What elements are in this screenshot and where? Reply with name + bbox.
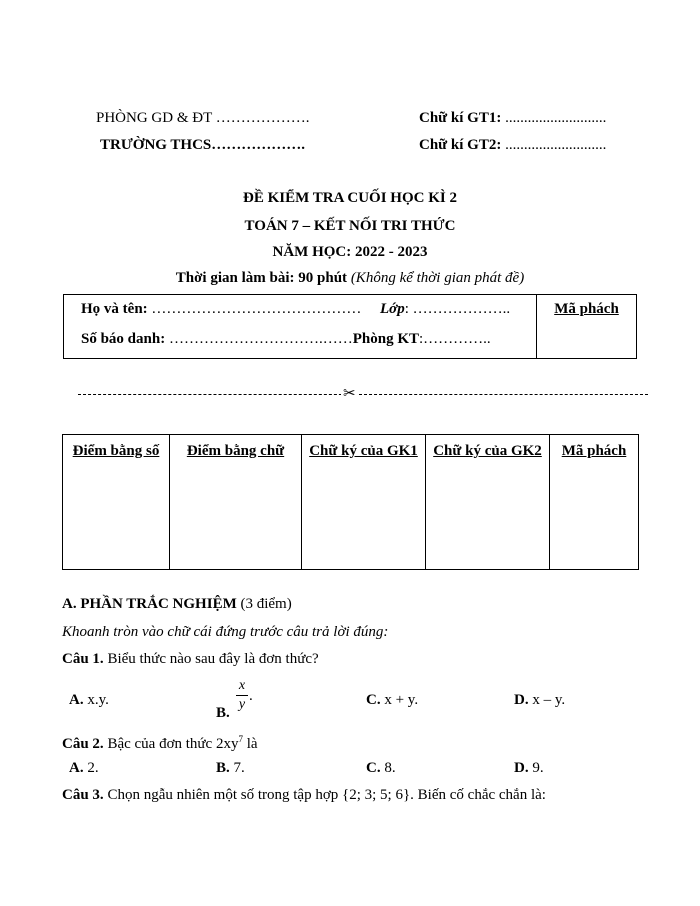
- q1-option-d[interactable]: [514, 692, 565, 709]
- id-row: [81, 331, 491, 348]
- section-a-heading: [62, 596, 292, 613]
- score-table: [62, 434, 639, 570]
- scissors-icon: ✂: [343, 386, 356, 402]
- cut-line: [78, 394, 648, 395]
- question-1: [62, 651, 319, 668]
- q1-option-a-text: x.y.: [83, 692, 109, 708]
- question-2-text: Bậc của đơn thức 2xy: [103, 736, 239, 752]
- q2-option-a-letter: A.: [69, 760, 84, 776]
- q1-option-c-letter: C.: [366, 692, 381, 708]
- name-dots: ……………………………………: [147, 301, 362, 317]
- class-row: [380, 301, 510, 318]
- question-2: [62, 734, 258, 753]
- q2-option-a-text: 2.: [83, 760, 99, 776]
- q2-option-d-letter: D.: [514, 760, 529, 776]
- time-label: Thời gian làm bài: 90 phút: [175, 270, 348, 286]
- signature-gt1: [419, 110, 606, 127]
- question-2-label: Câu 2.: [62, 736, 104, 752]
- q1-option-b-period: .: [249, 688, 253, 704]
- section-a-instruction: Khoanh tròn vào chữ cái đứng trước câu trả lời đúng:: [62, 624, 389, 640]
- q2-option-b-letter: B.: [216, 760, 230, 776]
- id-dots: ………………………….……: [165, 331, 353, 347]
- name-label: Họ và tên:: [81, 301, 148, 317]
- question-3: [62, 787, 546, 804]
- fraction-denominator: y: [238, 697, 246, 712]
- q2-option-b[interactable]: [216, 760, 245, 777]
- exam-title: ĐỀ KIỂM TRA CUỐI HỌC KÌ 2: [243, 190, 457, 206]
- question-3-label: Câu 3.: [62, 787, 104, 803]
- q1-option-b-fraction[interactable]: [236, 678, 248, 713]
- q2-option-b-text: 7.: [229, 760, 245, 776]
- section-a-title: A. PHẦN TRẮC NGHIỆM: [62, 596, 237, 612]
- signature-gt1-label: Chữ kí GT1:: [419, 110, 502, 126]
- question-2-text-after: là: [242, 736, 258, 752]
- gk2-signature-header: Chữ ký của GK2: [426, 435, 550, 570]
- signature-gt2: [419, 137, 606, 154]
- question-1-label: Câu 1.: [62, 651, 104, 667]
- class-label: Lớp: [380, 301, 405, 317]
- school-line: TRƯỜNG THCS……………….: [100, 137, 306, 153]
- student-info-cell: [64, 295, 537, 359]
- q1-option-c-text: x + y.: [380, 692, 419, 708]
- code-header: Mã phách: [550, 435, 639, 570]
- q2-option-d-text: 9.: [528, 760, 544, 776]
- q2-option-a[interactable]: [69, 760, 99, 777]
- id-label: Số báo danh:: [81, 331, 166, 347]
- score-words-header: Điểm bằng chữ: [170, 435, 302, 570]
- question-3-text: Chọn ngẫu nhiên một số trong tập hợp {2; 3; 5; 6}. Biến cố chắc chắn là:: [103, 787, 546, 803]
- time-line: [0, 270, 700, 287]
- room-dots: :…………..: [419, 331, 491, 347]
- school-year: NĂM HỌC: 2022 - 2023: [272, 244, 428, 260]
- code-label: Mã phách: [554, 301, 619, 317]
- section-a-points: (3 điểm): [236, 596, 292, 612]
- room-label: Phòng KT: [352, 331, 419, 347]
- signature-gt2-dots: ...........................: [501, 137, 607, 153]
- department-line: PHÒNG GD & ĐT ……………….: [96, 110, 310, 126]
- q1-option-d-letter: D.: [514, 692, 529, 708]
- q2-option-c-letter: C.: [366, 760, 381, 776]
- q1-option-d-text: x – y.: [528, 692, 566, 708]
- q1-option-a[interactable]: [69, 692, 109, 709]
- q2-option-c[interactable]: [366, 760, 396, 777]
- question-2-exponent: 7: [238, 734, 243, 744]
- q1-option-b-letter[interactable]: B.: [216, 705, 230, 721]
- score-number-header: Điểm bằng số: [63, 435, 170, 570]
- q1-option-a-letter: A.: [69, 692, 84, 708]
- signature-gt2-label: Chữ kí GT2:: [419, 137, 502, 153]
- q2-option-c-text: 8.: [380, 760, 396, 776]
- signature-gt1-dots: ...........................: [501, 110, 607, 126]
- exam-subject: TOÁN 7 – KẾT NỐI TRI THỨC: [244, 218, 456, 234]
- q1-option-c[interactable]: [366, 692, 418, 709]
- question-1-text: Biểu thức nào sau đây là đơn thức?: [103, 651, 319, 667]
- code-cell: [537, 295, 637, 359]
- gk1-signature-header: Chữ ký của GK1: [302, 435, 426, 570]
- fraction-numerator: x: [238, 678, 246, 693]
- class-dots: : ………………..: [404, 301, 511, 317]
- name-row: [81, 301, 361, 318]
- q2-option-d[interactable]: [514, 760, 544, 777]
- fraction-bar: [236, 695, 248, 696]
- student-info-box: [63, 294, 637, 359]
- time-note: (Không kể thời gian phát đề): [347, 270, 525, 286]
